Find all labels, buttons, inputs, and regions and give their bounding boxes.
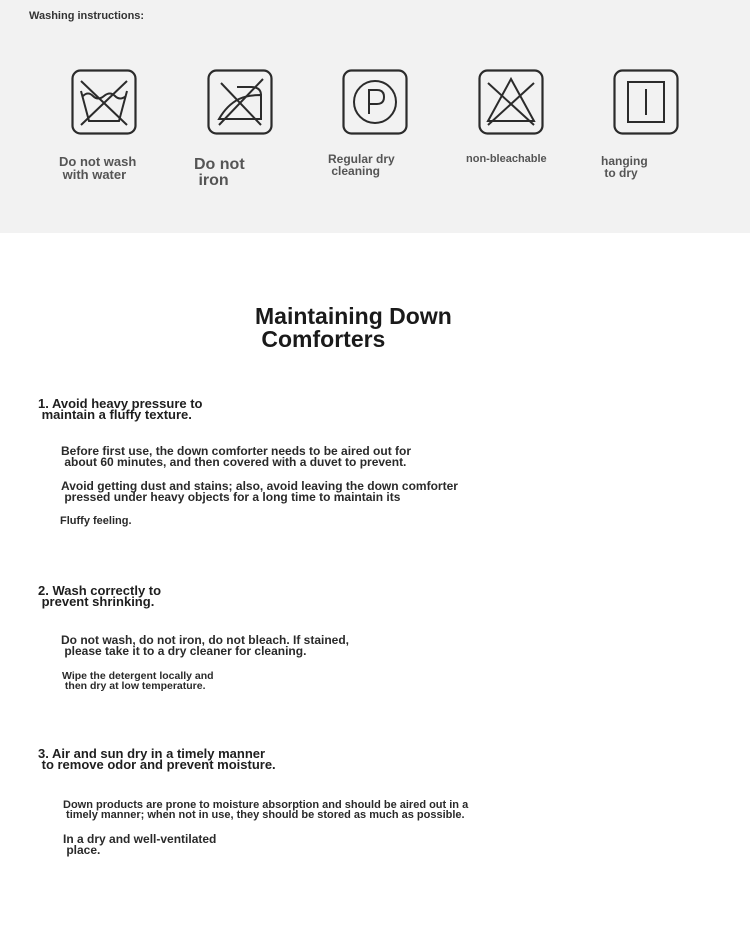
do-not-bleach-icon (478, 69, 544, 135)
do-not-iron-label: Do not iron (194, 156, 245, 189)
do-not-wash-icon (71, 69, 137, 135)
hang-dry-icon (613, 69, 679, 135)
section-heading-3: 3. Air and sun dry in a timely manner to remove odor and prevent moisture. (38, 746, 276, 772)
section-heading-1: 1. Avoid heavy pressure to maintain a fluffy texture. (38, 396, 203, 422)
section-1-paragraph-3: Fluffy feeling. (60, 515, 132, 527)
section-3-paragraph-1: Down products are prone to moisture absorption and should be aired out in a timely manner; when not in use, they should be stored as much as possible. (63, 799, 469, 821)
dry-clean-label: Regular dry cleaning (328, 152, 395, 178)
section-2-paragraph-2: Wipe the detergent locally and then dry at low temperature. (62, 670, 214, 692)
dry-clean-p-icon (342, 69, 408, 135)
section-2-paragraph-1: Do not wash, do not iron, do not bleach. If stained, please take it to a dry cleaner for cleaning. (61, 633, 349, 658)
section-1-paragraph-2: Avoid getting dust and stains; also, avoid leaving the down comforter pressed under heavy objects for a long time to maintain its (61, 479, 458, 504)
section-1-paragraph-1: Before first use, the down comforter needs to be aired out for about 60 minutes, and then covered with a duvet to prevent. (61, 444, 412, 469)
section-3-paragraph-2: In a dry and well-ventilated place. (63, 832, 217, 857)
do-not-bleach-label: non-bleachable (466, 153, 547, 165)
washing-instructions-title: Washing instructions: (29, 10, 145, 22)
do-not-iron-icon (207, 69, 273, 135)
hang-dry-label: hanging to dry (601, 154, 648, 180)
page-title: Maintaining Down Comforters (255, 303, 452, 352)
section-heading-2: 2. Wash correctly to prevent shrinking. (38, 583, 162, 609)
do-not-wash-label: Do not wash with water (59, 154, 137, 182)
